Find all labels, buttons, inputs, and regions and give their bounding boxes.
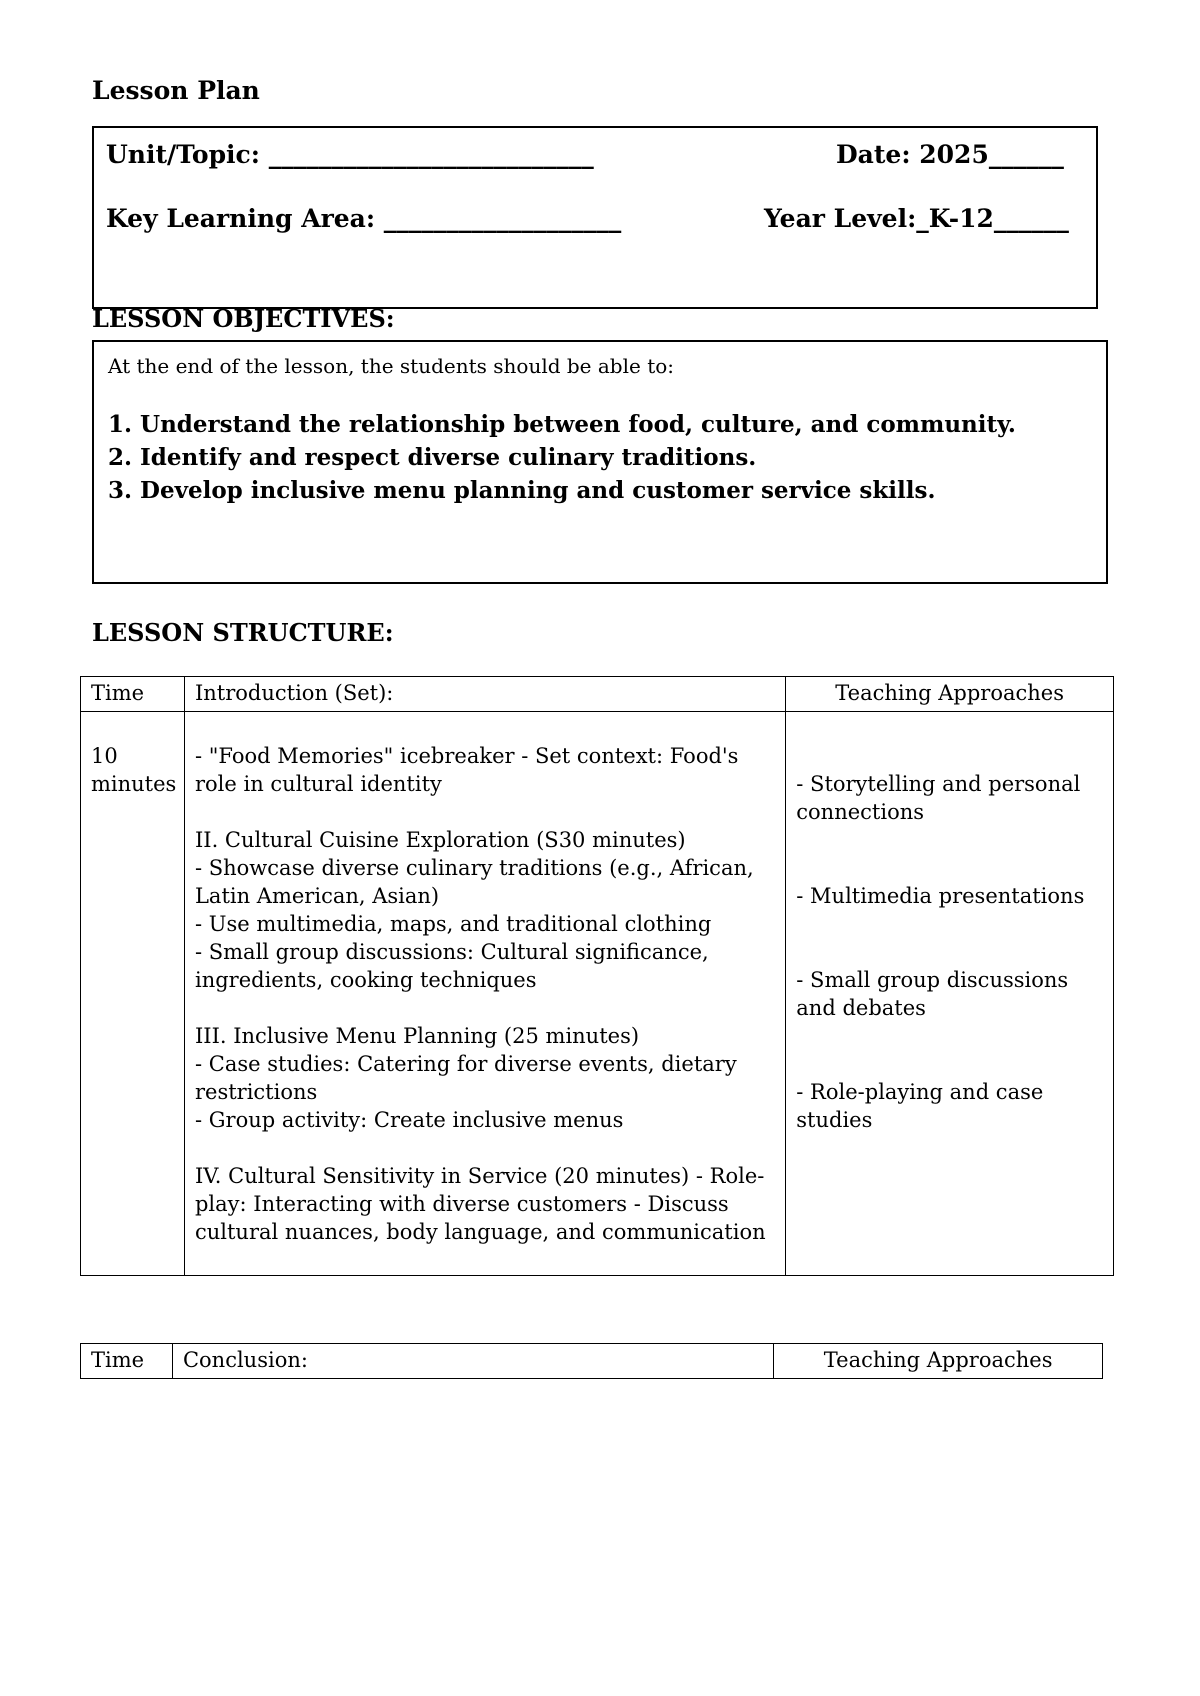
content-cell bbox=[184, 712, 785, 1276]
time-unit: minutes bbox=[91, 772, 177, 796]
structure-heading: LESSON STRUCTURE: bbox=[92, 618, 394, 647]
year-level-field: Year Level:_K-12______ bbox=[764, 204, 1069, 233]
section-cultural-sensitivity: IV. Cultural Sensitivity in Service (20 minutes) - Role- play: Interacting with diverse customers - Discuss cultural nuances, body language, and communication bbox=[194, 1164, 766, 1244]
section-cultural-cuisine: II. Cultural Cuisine Exploration (S30 minutes) - Showcase diverse culinary traditions (e.g., African, Latin American, Asian) - Use multimedia, maps, and traditional clothing - Small group discussions: Cultural significance, ingredients, cooking techniques bbox=[194, 828, 754, 992]
time-cell bbox=[81, 712, 185, 1276]
document-title: Lesson Plan bbox=[92, 76, 260, 105]
objective-item: 1. Understand the relationship between food, culture, and community. bbox=[108, 411, 1016, 438]
key-learning-area-field: Key Learning Area: ___________________ bbox=[106, 204, 622, 233]
objective-item: 2. Identify and respect diverse culinary traditions. bbox=[108, 444, 757, 471]
section-menu-planning: III. Inclusive Menu Planning (25 minutes) - Case studies: Catering for diverse events, dietary restrictions - Group activity: Create inclusive menus bbox=[194, 1024, 737, 1132]
objectives-list bbox=[108, 408, 1016, 507]
objectives-heading: LESSON OBJECTIVES: bbox=[92, 304, 395, 333]
time-header: Time bbox=[81, 677, 185, 712]
time-header: Time bbox=[81, 1344, 173, 1379]
approaches-cell bbox=[786, 712, 1114, 1276]
objective-item: 3. Develop inclusive menu planning and customer service skills. bbox=[108, 477, 936, 504]
conclusion-header: Conclusion: bbox=[172, 1344, 773, 1379]
section-intro: - "Food Memories" icebreaker - Set context: Food's role in cultural identity bbox=[194, 744, 739, 796]
approach-item: - Small group discussions and debates bbox=[796, 968, 1069, 1020]
approach-item: - Storytelling and personal connections bbox=[796, 772, 1081, 824]
lesson-structure-table bbox=[80, 676, 1114, 1276]
objectives-box bbox=[92, 340, 1108, 584]
table-row bbox=[81, 712, 1114, 1276]
introduction-header: Introduction (Set): bbox=[184, 677, 785, 712]
header-box bbox=[92, 126, 1098, 309]
unit-topic-field: Unit/Topic: __________________________ bbox=[106, 140, 594, 169]
conclusion-table bbox=[80, 1343, 1103, 1379]
table-header-row bbox=[81, 1344, 1103, 1379]
objectives-intro: At the end of the lesson, the students should be able to: bbox=[108, 354, 675, 378]
date-field: Date: 2025______ bbox=[836, 140, 1064, 169]
approach-item: - Role-playing and case studies bbox=[796, 1080, 1044, 1132]
approach-item: - Multimedia presentations bbox=[796, 884, 1085, 908]
time-value: 10 bbox=[91, 744, 118, 768]
teaching-approaches-header: Teaching Approaches bbox=[786, 677, 1114, 712]
table-header-row bbox=[81, 677, 1114, 712]
teaching-approaches-header: Teaching Approaches bbox=[774, 1344, 1103, 1379]
